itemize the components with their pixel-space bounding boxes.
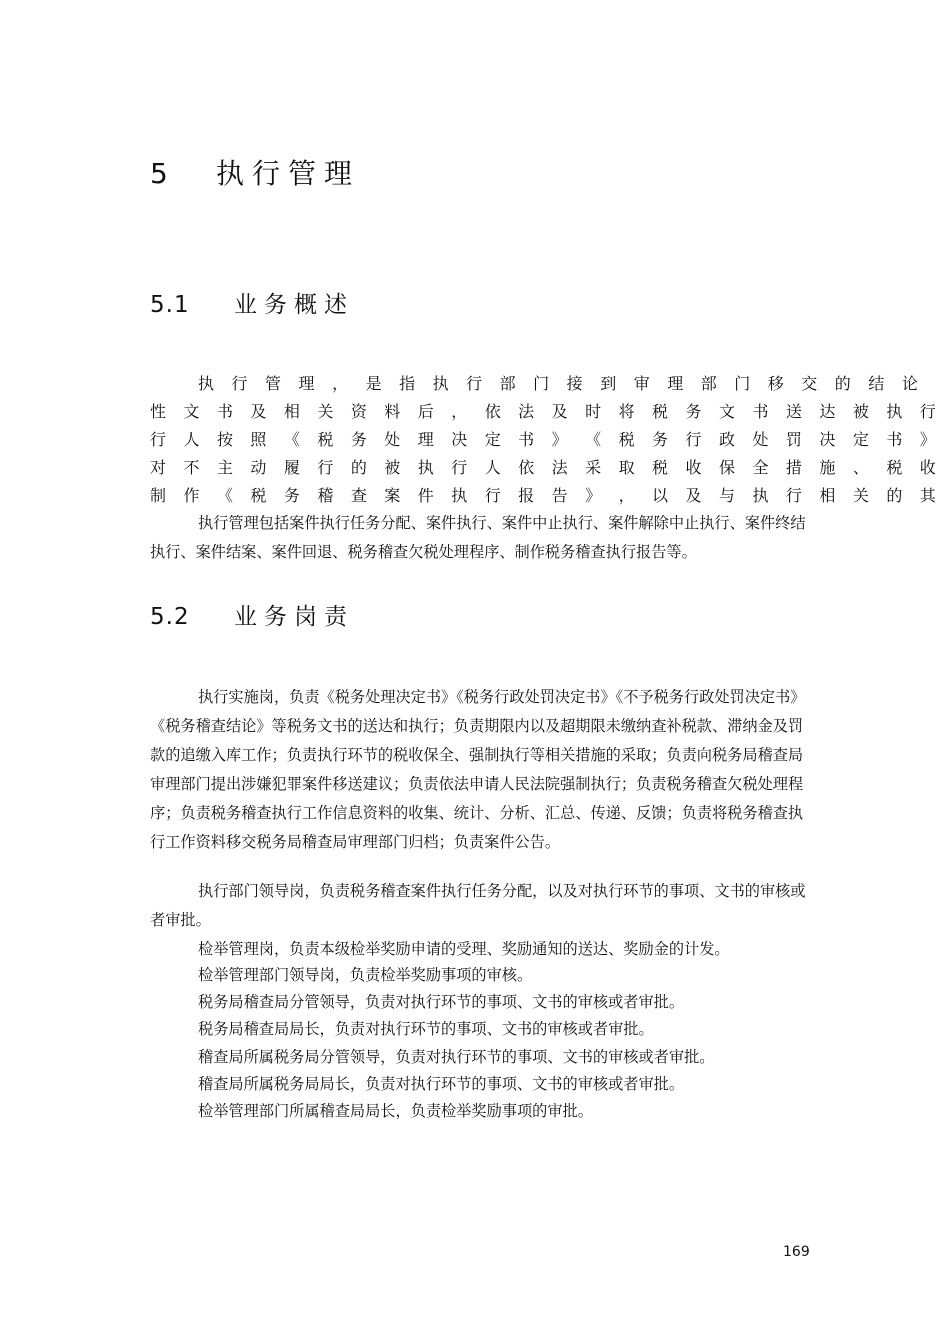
spaced-char: 行 xyxy=(484,486,501,505)
spaced-char: 依 xyxy=(518,458,535,477)
spaced-char: 执 xyxy=(417,458,434,477)
spaced-char: 照 xyxy=(250,430,267,449)
spaced-char: 《 xyxy=(216,486,233,505)
spaced-char: 罚 xyxy=(785,430,802,449)
spaced-char: 制 xyxy=(150,486,167,505)
spaced-char: 移 xyxy=(767,374,784,393)
spaced-char: 行 xyxy=(919,402,936,421)
spaced-char: 管 xyxy=(265,374,282,393)
spaced-char: 法 xyxy=(551,458,568,477)
spaced-char: 部 xyxy=(700,374,717,393)
section-heading-5-2 xyxy=(150,598,354,631)
spaced-char: 》 xyxy=(919,430,936,449)
spaced-char: 与 xyxy=(718,486,735,505)
section-title: 业务岗责 xyxy=(234,604,354,630)
spaced-char: 定 xyxy=(484,430,501,449)
spaced-char: 结 xyxy=(868,374,885,393)
chapter-heading xyxy=(150,152,360,192)
spaced-char: 将 xyxy=(618,402,635,421)
spaced-char: 处 xyxy=(752,430,769,449)
spaced-char: 论 xyxy=(901,374,918,393)
spaced-char: 履 xyxy=(283,458,300,477)
spaced-char: 施 xyxy=(819,458,836,477)
duty-paragraph: 执行实施岗，负责《税务处理决定书》《税务行政处罚决定书》《不予税务行政处罚决定书》《税务稽查结论》等税务文书的送达和执行；负责期限内以及超期限未缴纳查补税款、滞纳金及罚款的追缴入库工作；负责执行环节的税收保全、强制执行等相关措施的采取；负责向税务局稽查局审理部门提出涉嫌犯罪案件移送建议；负责依法申请人民法院强制执行；负责税务稽查欠税处理程序；负责税务稽查执行工作信息资料的收集、统计、分析、汇总、传递、反馈；负责将税务稽查执行工作资料移交税务局稽查局审理部门归档；负责案件公告。 xyxy=(150,688,806,851)
spaced-char: 送 xyxy=(785,402,802,421)
spaced-char: ， xyxy=(332,374,349,393)
overview-line xyxy=(198,371,918,397)
spaced-char: 处 xyxy=(384,430,401,449)
duty-line: 税务局稽查局局长，负责对执行环节的事项、文书的审核或者审批。 xyxy=(198,1020,654,1038)
spaced-char: ， xyxy=(451,402,468,421)
spaced-char: 行 xyxy=(685,430,702,449)
spaced-char: 及 xyxy=(685,486,702,505)
spaced-char: 的 xyxy=(886,486,903,505)
spaced-char: 理 xyxy=(667,374,684,393)
overview-line xyxy=(150,399,936,425)
spaced-char: 政 xyxy=(718,430,735,449)
spaced-char: 税 xyxy=(618,430,635,449)
spaced-char: 书 xyxy=(216,402,233,421)
spaced-char: 对 xyxy=(150,458,167,477)
spaced-char: 以 xyxy=(652,486,669,505)
spaced-char: 执 xyxy=(432,374,449,393)
spaced-char: 后 xyxy=(417,402,434,421)
spaced-char: 文 xyxy=(718,402,735,421)
spaced-char: 时 xyxy=(585,402,602,421)
spaced-char: 《 xyxy=(585,430,602,449)
duty-line: 稽查局所属税务局分管领导，负责对执行环节的事项、文书的审核或者审批。 xyxy=(198,1048,715,1066)
spaced-char: 行 xyxy=(231,374,248,393)
spaced-char: 作 xyxy=(183,486,200,505)
overview-paragraph: 执行管理包括案件执行任务分配、案件执行、案件中止执行、案件解除中止执行、案件终结执行、案件结案、案件回退、税务稽查欠税处理程序、制作税务稽查执行报告等。 xyxy=(150,514,806,561)
spaced-char: 依 xyxy=(484,402,501,421)
spaced-char: 《 xyxy=(283,430,300,449)
overview-line xyxy=(150,427,936,453)
spaced-char: 务 xyxy=(283,486,300,505)
spaced-char: 理 xyxy=(298,374,315,393)
spaced-char: 相 xyxy=(819,486,836,505)
spaced-char: 动 xyxy=(250,458,267,477)
spaced-char: 性 xyxy=(150,402,167,421)
spaced-char: 行 xyxy=(150,430,167,449)
spaced-char: 报 xyxy=(518,486,535,505)
spaced-char: 行 xyxy=(317,458,334,477)
spaced-char: 执 xyxy=(198,374,215,393)
duty-line: 税务局稽查局分管领导，负责对执行环节的事项、文书的审核或者审批。 xyxy=(198,993,684,1011)
spaced-char: 告 xyxy=(551,486,568,505)
spaced-char: 全 xyxy=(752,458,769,477)
section-number: 5.2 xyxy=(150,604,190,630)
section-heading-5-1 xyxy=(150,286,354,319)
spaced-char: 收 xyxy=(919,458,936,477)
duty-line: 稽查局所属税务局局长，负责对执行环节的事项、文书的审核或者审批。 xyxy=(198,1075,684,1093)
spaced-char: 关 xyxy=(317,402,334,421)
spaced-char: 税 xyxy=(886,458,903,477)
spaced-char: 相 xyxy=(283,402,300,421)
spaced-char: 税 xyxy=(652,402,669,421)
duty-line: 检举管理岗，负责本级检举奖励申请的受理、奖励通知的送达、奖励金的计发。 xyxy=(198,940,730,958)
spaced-char: 行 xyxy=(785,486,802,505)
spaced-char: 书 xyxy=(886,430,903,449)
section-number: 5.1 xyxy=(150,292,190,318)
spaced-char: 保 xyxy=(718,458,735,477)
spaced-char: 部 xyxy=(499,374,516,393)
duty-line: 检举管理部门所属稽查局局长，负责检举奖励事项的审批。 xyxy=(198,1102,593,1120)
spaced-char: 决 xyxy=(451,430,468,449)
spaced-char: 务 xyxy=(350,430,367,449)
spaced-char: 门 xyxy=(734,374,751,393)
spaced-char: ， xyxy=(618,486,635,505)
spaced-char: 书 xyxy=(752,402,769,421)
duty-line: 检举管理部门领导岗，负责检举奖励事项的审核。 xyxy=(198,966,533,984)
spaced-char: 人 xyxy=(183,430,200,449)
spaced-char: 行 xyxy=(466,374,483,393)
section-title: 业务概述 xyxy=(234,292,354,318)
spaced-char: 的 xyxy=(834,374,851,393)
spaced-char: 决 xyxy=(819,430,836,449)
duty-paragraph: 执行部门领导岗，负责税务稽查案件执行任务分配，以及对执行环节的事项、文书的审核或者审批。 xyxy=(150,882,806,929)
spaced-char: 人 xyxy=(484,458,501,477)
spaced-char: 是 xyxy=(365,374,382,393)
spaced-char: 查 xyxy=(350,486,367,505)
spaced-char: 被 xyxy=(384,458,401,477)
spaced-char: 稽 xyxy=(317,486,334,505)
spaced-char: 务 xyxy=(652,430,669,449)
spaced-char: 案 xyxy=(384,486,401,505)
spaced-char: 被 xyxy=(852,402,869,421)
spaced-char: 取 xyxy=(618,458,635,477)
spaced-char: 门 xyxy=(533,374,550,393)
spaced-char: 文 xyxy=(183,402,200,421)
spaced-char: 、 xyxy=(852,458,869,477)
spaced-char: 及 xyxy=(551,402,568,421)
spaced-char: 指 xyxy=(399,374,416,393)
spaced-char: 关 xyxy=(852,486,869,505)
spaced-char: 的 xyxy=(350,458,367,477)
spaced-char: 执 xyxy=(451,486,468,505)
spaced-char: 务 xyxy=(685,402,702,421)
overview-line xyxy=(150,455,936,481)
spaced-char: 》 xyxy=(585,486,602,505)
spaced-char: 料 xyxy=(384,402,401,421)
spaced-char: 件 xyxy=(417,486,434,505)
spaced-char: 措 xyxy=(785,458,802,477)
spaced-char: 理 xyxy=(417,430,434,449)
spaced-char: 采 xyxy=(585,458,602,477)
spaced-char: 法 xyxy=(518,402,535,421)
spaced-char: 行 xyxy=(451,458,468,477)
spaced-char: 按 xyxy=(216,430,233,449)
chapter-title: 执行管理 xyxy=(216,157,361,190)
spaced-char: 税 xyxy=(652,458,669,477)
spaced-char: 主 xyxy=(216,458,233,477)
spaced-char: 》 xyxy=(551,430,568,449)
overview-line xyxy=(150,483,936,509)
chapter-number: 5 xyxy=(150,157,176,190)
spaced-char: 达 xyxy=(819,402,836,421)
spaced-char: 资 xyxy=(350,402,367,421)
spaced-char: 收 xyxy=(685,458,702,477)
spaced-char: 税 xyxy=(317,430,334,449)
spaced-char: 审 xyxy=(633,374,650,393)
spaced-char: 执 xyxy=(886,402,903,421)
spaced-char: 定 xyxy=(852,430,869,449)
page-number: 169 xyxy=(783,1244,810,1260)
spaced-char: 税 xyxy=(250,486,267,505)
spaced-char: 执 xyxy=(752,486,769,505)
spaced-char: 接 xyxy=(566,374,583,393)
spaced-char: 其 xyxy=(919,486,936,505)
spaced-char: 及 xyxy=(250,402,267,421)
spaced-char: 不 xyxy=(183,458,200,477)
spaced-char: 到 xyxy=(600,374,617,393)
spaced-char: 交 xyxy=(801,374,818,393)
spaced-char: 书 xyxy=(518,430,535,449)
